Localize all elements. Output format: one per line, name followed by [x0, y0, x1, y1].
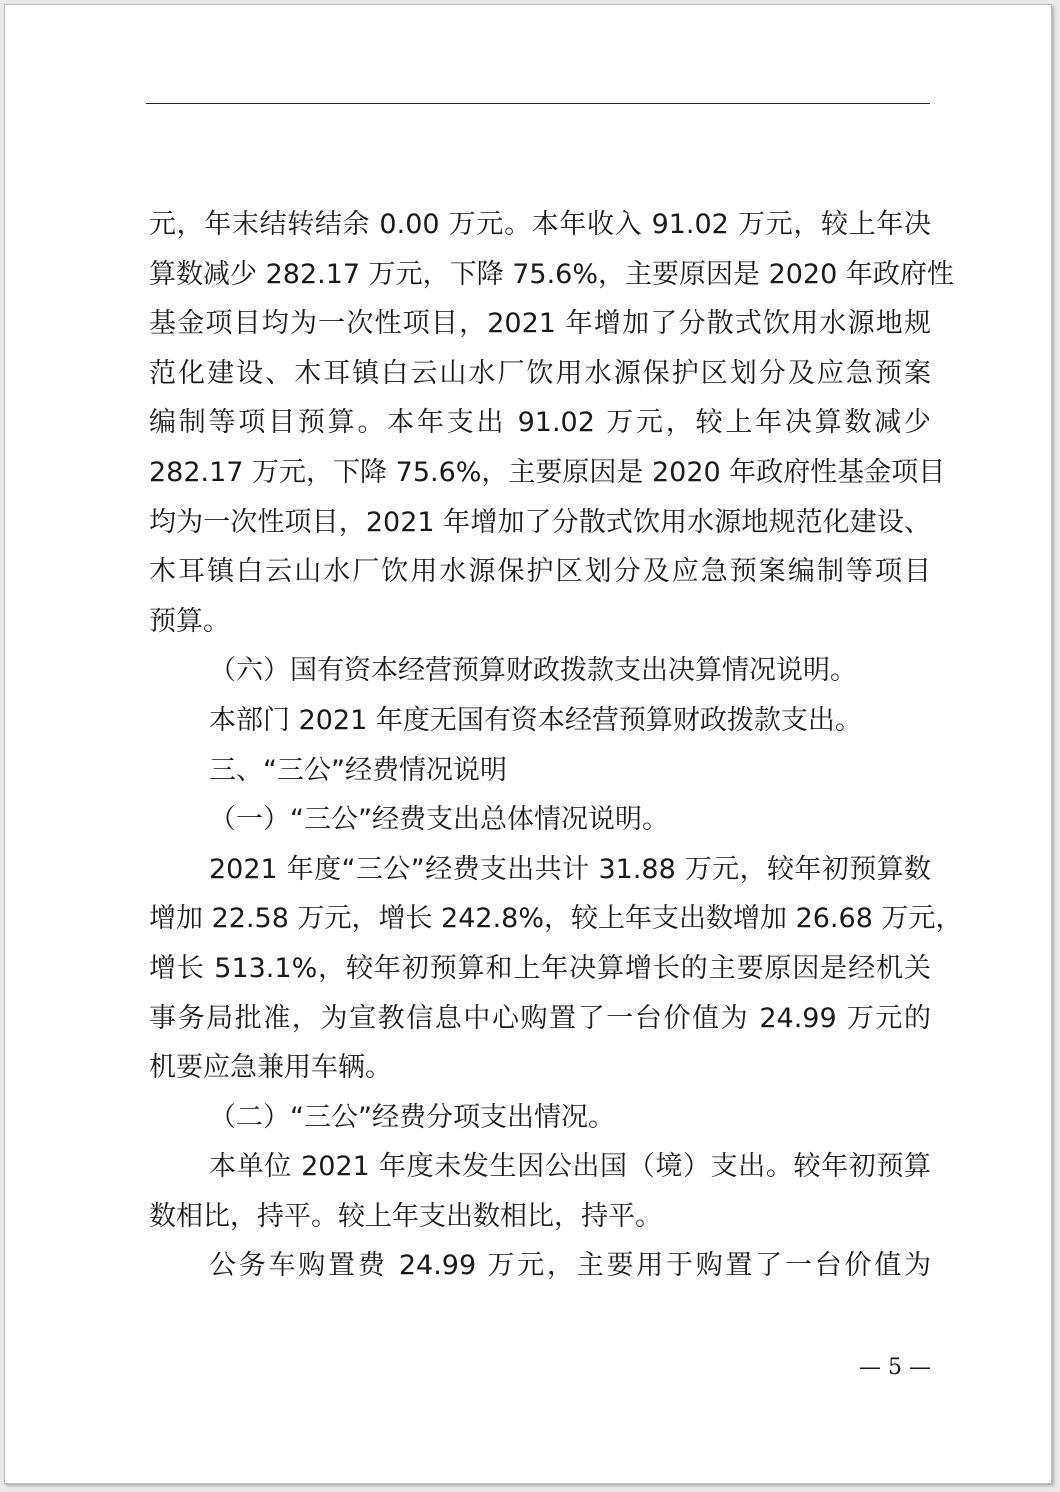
body-line: 本部门 2021 年度无国有资本经营预算财政拨款支出。	[209, 704, 862, 736]
body-line: 数相比，持平。较上年支出数相比，持平。	[149, 1200, 662, 1232]
page-number: — 5 —	[859, 1355, 931, 1380]
section-heading: （一）“三公”经费支出总体情况说明。	[209, 804, 669, 836]
body-line: 算数减少 282.17 万元，下降 75.6%，主要原因是 2020 年政府性	[149, 258, 954, 290]
body-line: 增长 513.1%，较年初预算和上年决算增长的主要原因是经机关	[149, 952, 931, 984]
body-line: 事务局批准，为宣教信息中心购置了一台价值为 24.99 万元的	[149, 1002, 931, 1034]
body-line: 范化建设、木耳镇白云山水厂饮用水源保护区划分及应急预案	[149, 357, 931, 389]
body-line: 木耳镇白云山水厂饮用水源保护区划分及应急预案编制等项目	[149, 556, 931, 588]
body-line: 基金项目均为一次性项目，2021 年增加了分散式饮用水源地规	[149, 308, 931, 340]
body-line: 预算。	[149, 605, 230, 637]
body-line: 均为一次性项目，2021 年增加了分散式饮用水源地规范化建设、	[149, 506, 931, 538]
document-page	[4, 4, 1052, 1484]
body-line: 282.17 万元，下降 75.6%，主要原因是 2020 年政府性基金项目	[149, 456, 946, 488]
header-rule	[146, 103, 930, 104]
body-line: 机要应急兼用车辆。	[149, 1052, 392, 1084]
body-line: 元，年末结转结余 0.00 万元。本年收入 91.02 万元，较上年决	[149, 209, 931, 240]
body-line: 公务车购置费 24.99 万元，主要用于购置了一台价值为	[209, 1250, 931, 1282]
body-line: 2021 年度“三公”经费支出共计 31.88 万元，较年初预算数	[209, 853, 931, 885]
document-body	[149, 200, 963, 1291]
body-line: 编制等项目预算。本年支出 91.02 万元，较上年决算数减少	[149, 407, 931, 439]
section-heading: （二）“三公”经费分项支出情况。	[209, 1101, 615, 1133]
body-line: 本单位 2021 年度未发生因公出国（境）支出。较年初预算	[209, 1151, 931, 1183]
body-line: 增加 22.58 万元，增长 242.8%，较上年支出数增加 26.68 万元，	[149, 903, 963, 935]
chapter-heading: 三、“三公”经费情况说明	[209, 754, 507, 786]
section-heading: （六）国有资本经营预算财政拨款支出决算情况说明。	[209, 655, 857, 687]
